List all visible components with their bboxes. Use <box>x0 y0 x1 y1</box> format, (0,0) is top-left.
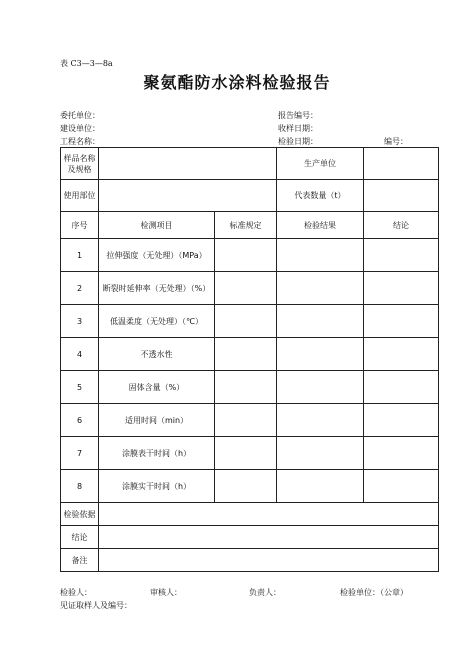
row-no: 8 <box>61 470 99 503</box>
row-standard[interactable] <box>215 239 277 272</box>
row-item: 涂膜表干时间（h） <box>99 437 215 470</box>
remarks-value[interactable] <box>99 549 439 572</box>
construction-unit-label: 建设单位： <box>60 124 100 133</box>
table-row <box>61 371 439 404</box>
sample-name-value[interactable] <box>99 148 277 180</box>
unit-seal-label: 检验单位：（公章） <box>340 588 408 597</box>
quantity-label: 代表数量（t） <box>277 180 364 212</box>
conclusion-label: 结论 <box>61 526 99 549</box>
row-conclusion[interactable] <box>364 239 439 272</box>
quantity-value[interactable] <box>364 180 439 212</box>
table-row <box>61 437 439 470</box>
remarks-label: 备注 <box>61 549 99 572</box>
usage-row <box>61 180 439 212</box>
row-item: 拉伸强度（无处理）（MPa） <box>99 239 215 272</box>
row-conclusion[interactable] <box>364 338 439 371</box>
row-result[interactable] <box>277 437 364 470</box>
conclusion-value[interactable] <box>99 526 439 549</box>
row-result[interactable] <box>277 470 364 503</box>
basis-value[interactable] <box>99 503 439 526</box>
basis-label: 检验依据 <box>61 503 99 526</box>
project-name-label: 工程名称： <box>60 137 100 146</box>
manufacturer-value[interactable] <box>364 148 439 180</box>
row-result[interactable] <box>277 404 364 437</box>
table-row <box>61 470 439 503</box>
usage-value[interactable] <box>99 180 277 212</box>
row-item: 涂膜实干时间（h） <box>99 470 215 503</box>
conclusion-row <box>61 526 439 549</box>
number-label: 编号： <box>384 137 408 146</box>
row-standard[interactable] <box>215 338 277 371</box>
col-header-result: 检验结果 <box>277 212 364 239</box>
witness-label: 见证取样人及编号： <box>60 601 132 610</box>
table-row <box>61 305 439 338</box>
inspector-label: 检验人： <box>60 588 92 597</box>
report-no-label: 报告编号： <box>278 111 318 120</box>
row-item: 断裂时延伸率（无处理）（%） <box>99 272 215 305</box>
row-conclusion[interactable] <box>364 371 439 404</box>
row-conclusion[interactable] <box>364 404 439 437</box>
row-item: 不透水性 <box>99 338 215 371</box>
col-header-standard: 标准规定 <box>215 212 277 239</box>
row-item: 适用时间（min） <box>99 404 215 437</box>
row-conclusion[interactable] <box>364 305 439 338</box>
manufacturer-label: 生产单位 <box>277 148 364 180</box>
row-standard[interactable] <box>215 272 277 305</box>
row-no: 3 <box>61 305 99 338</box>
table-row <box>61 239 439 272</box>
row-result[interactable] <box>277 371 364 404</box>
row-standard[interactable] <box>215 437 277 470</box>
usage-label: 使用部位 <box>61 180 99 212</box>
row-conclusion[interactable] <box>364 470 439 503</box>
row-conclusion[interactable] <box>364 437 439 470</box>
test-date-label: 检验日期： <box>278 137 318 146</box>
responsible-label: 负责人： <box>249 588 281 597</box>
row-result[interactable] <box>277 305 364 338</box>
row-no: 4 <box>61 338 99 371</box>
row-standard[interactable] <box>215 371 277 404</box>
sample-row <box>61 148 439 180</box>
col-header-item: 检测项目 <box>99 212 215 239</box>
row-standard[interactable] <box>215 470 277 503</box>
row-standard[interactable] <box>215 404 277 437</box>
row-no: 7 <box>61 437 99 470</box>
table-row <box>61 272 439 305</box>
col-header-conclusion: 结论 <box>364 212 439 239</box>
report-table <box>60 147 439 572</box>
row-item: 固体含量（%） <box>99 371 215 404</box>
row-no: 2 <box>61 272 99 305</box>
remarks-row <box>61 549 439 572</box>
reviewer-label: 审核人： <box>150 588 182 597</box>
basis-row <box>61 503 439 526</box>
row-standard[interactable] <box>215 305 277 338</box>
row-item: 低温柔度（无处理）（℃） <box>99 305 215 338</box>
report-title: 聚氨酯防水涂料检验报告 <box>143 73 331 92</box>
form-code: 表 C3—3—8a <box>60 59 113 68</box>
column-header-row <box>61 212 439 239</box>
row-result[interactable] <box>277 272 364 305</box>
row-result[interactable] <box>277 338 364 371</box>
table-row <box>61 404 439 437</box>
sample-date-label: 收样日期： <box>278 124 318 133</box>
table-row <box>61 338 439 371</box>
row-no: 5 <box>61 371 99 404</box>
col-header-no: 序号 <box>61 212 99 239</box>
row-result[interactable] <box>277 239 364 272</box>
row-no: 6 <box>61 404 99 437</box>
client-label: 委托单位： <box>60 111 100 120</box>
row-no: 1 <box>61 239 99 272</box>
sample-name-label: 样品名称 及规格 <box>61 148 99 180</box>
row-conclusion[interactable] <box>364 272 439 305</box>
